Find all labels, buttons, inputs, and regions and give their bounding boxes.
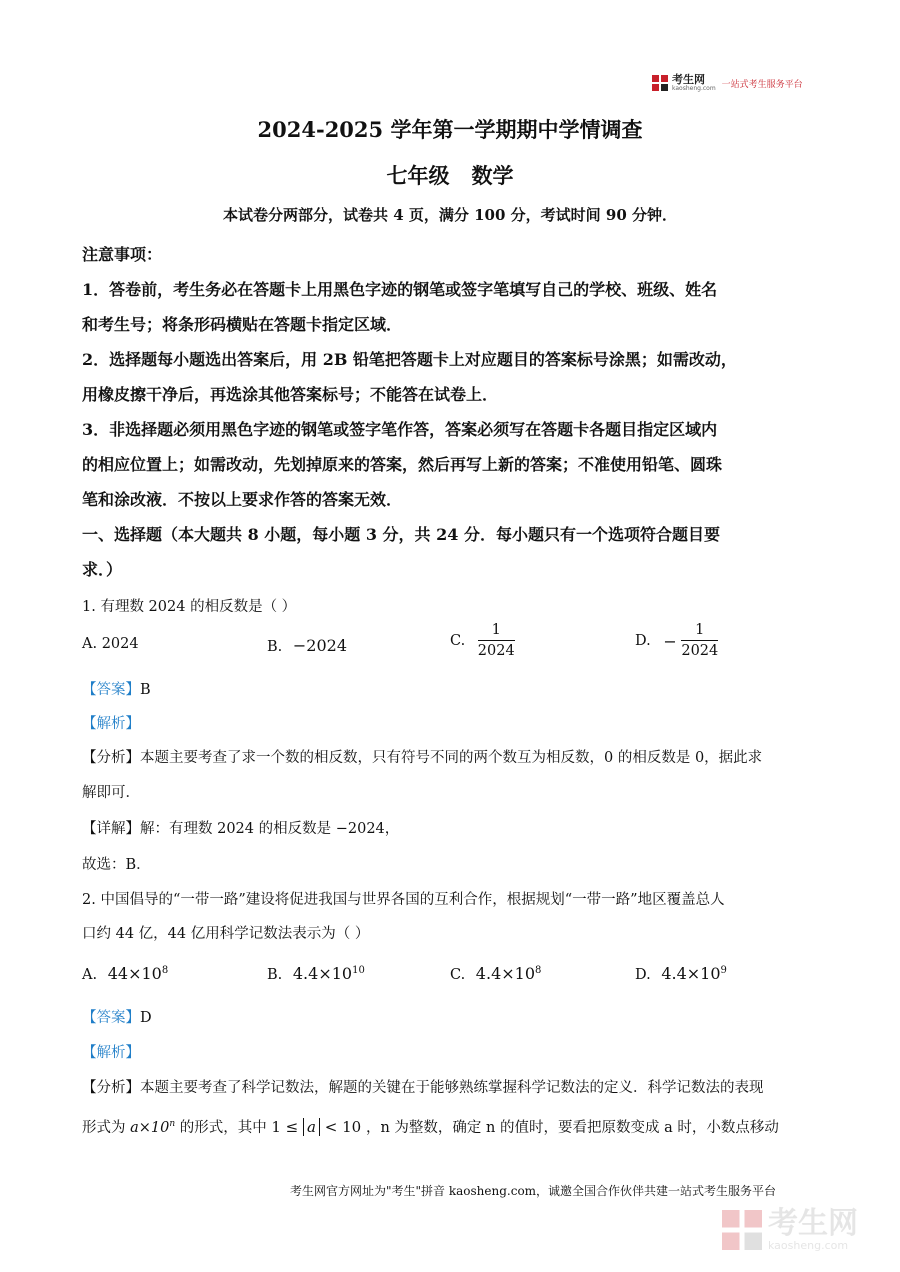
q2-fenxi [82,1116,779,1137]
option-base: 44×10 [107,964,162,983]
fraction [478,622,515,660]
footer-text: 考生网官方网址为"考生"拼音 kaosheng.com，诚邀全国合作伙伴共建一站式考生服务平台 [290,1184,777,1198]
kaosheng-logo-icon [652,75,668,91]
option-exponent: 8 [161,965,169,977]
answer-tag: 【答案】 [82,682,140,698]
exam-subject: 七年级 数学 [386,163,514,188]
text: 形式为 [82,1120,126,1136]
q2-option-b [267,964,365,983]
math-expr [130,1120,175,1136]
text: ，n 为整数，确定 n 的值时，要看把原数变成 a 时，小数点移动 [365,1120,779,1136]
q2-analysis-tag: 【解析】 [82,1045,140,1061]
watermark [722,1200,882,1260]
exam-info: 本试卷分两部分，试卷共 4 页，满分 100 分，考试时间 90 分钟． [223,206,677,224]
option-label: C. [450,633,466,649]
fraction-denominator: 2024 [681,643,719,659]
option-label: B. [267,639,283,655]
ineq-right: < 10 [319,1118,362,1136]
fraction-numerator: 1 [681,622,718,641]
kaosheng-watermark-icon [722,1210,762,1250]
option-exponent: 8 [535,965,542,977]
q1-conclusion: 故选：B． [82,857,151,873]
q1-option-a: A. 2024 [82,636,139,652]
q2-fenxi: 【分析】本题主要考查了科学记数法，解题的关键在于能够熟练掌握科学记数法的定义．科学记数法的表现 [82,1080,764,1096]
q1-xiangjie: 【详解】解：有理数 2024 的相反数是 −2024， [82,821,400,837]
q2-option-c [450,964,541,983]
logo-slogan: 一站式考生服务平台 [721,79,803,90]
answer-value: B [140,682,151,698]
answer-tag: 【答案】 [82,1010,140,1026]
option-exponent: 10 [352,965,365,977]
notice-line: 2．选择题每小题选出答案后，用 2B 铅笔把答题卡上对应题目的答案标号涂黑；如需改动， [82,350,737,369]
q1-analysis-tag: 【解析】 [82,716,140,732]
notice-line: 1．答卷前，考生务必在答题卡上用黑色字迹的钢笔或签字笔填写自己的学校、班级、姓名 [82,280,718,299]
option-label: C. [450,967,466,983]
notice-line: 用橡皮擦干净后，再选涂其他答案标号；不能答在试卷上． [82,385,499,404]
q1-option-b [267,636,347,655]
q1-fenxi: 【分析】本题主要考查了求一个数的相反数，只有符号不同的两个数互为相反数，0 的相反数是 0，据此求 [82,750,763,766]
option-base: 4.4×10 [292,964,353,983]
minus-sign: − [663,631,677,651]
q1-fenxi: 解即可． [82,785,140,801]
question-2-stem: 2. 中国倡导的“一带一路”建设将促进我国与世界各国的互利合作，根据规划“一带一路”地区覆盖总人 [82,892,725,908]
option-label: A. [82,967,98,983]
math-base: a×10 [130,1120,170,1136]
logo-name: 考生网 [672,73,705,86]
fraction [681,622,718,660]
option-base: 4.4×10 [475,964,536,983]
q2-option-d [635,964,727,983]
text: 的形式，其中 [179,1120,267,1136]
option-label: D. [635,967,651,983]
section-heading: 一、选择题（本大题共 8 小题，每小题 3 分，共 24 分．每小题只有一个选项符合题目要 [82,525,720,544]
exam-title: 2024-2025 学年第一学期期中学情调查 [257,117,643,142]
notice-heading: 注意事项： [82,245,163,264]
question-1-stem: 1. 有理数 2024 的相反数是（ ） [82,599,297,615]
abs-var: a [307,1118,316,1136]
watermark-domain: kaosheng.com [768,1238,849,1252]
fraction-denominator: 2024 [477,643,515,659]
logo-domain: kaosheng.com [672,85,716,92]
notice-line: 笔和涂改液．不按以上要求作答的答案无效． [82,490,403,509]
q2-answer [82,1006,152,1027]
header-logo [652,72,822,94]
option-base: 4.4×10 [661,964,721,983]
option-value: −2024 [292,636,347,655]
q2-option-a [82,964,168,983]
abs-value [303,1118,320,1136]
q1-option-d [635,622,718,660]
answer-value: D [140,1010,152,1026]
fraction-numerator: 1 [478,622,515,641]
watermark-text: 考生网 [768,1205,858,1241]
option-exponent: 9 [720,965,727,977]
option-label: B. [267,967,283,983]
section-heading: 求．） [82,560,123,579]
inequality [271,1118,366,1136]
notice-line: 的相应位置上；如需改动，先划掉原来的答案，然后再写上新的答案；不准使用铅笔、圆珠 [82,455,723,474]
ineq-left: 1 ≤ [271,1118,304,1136]
option-label: D. [635,633,651,649]
math-exponent: n [169,1119,176,1130]
notice-line: 3．非选择题必须用黑色字迹的钢笔或签字笔作答，答案必须写在答题卡各题目指定区域内 [82,420,718,439]
q1-option-c [450,622,515,660]
q1-answer [82,678,151,699]
notice-line: 和考生号；将条形码横贴在答题卡指定区域． [82,315,403,334]
question-2-stem: 口约 44 亿，44 亿用科学记数法表示为（ ） [82,926,370,942]
